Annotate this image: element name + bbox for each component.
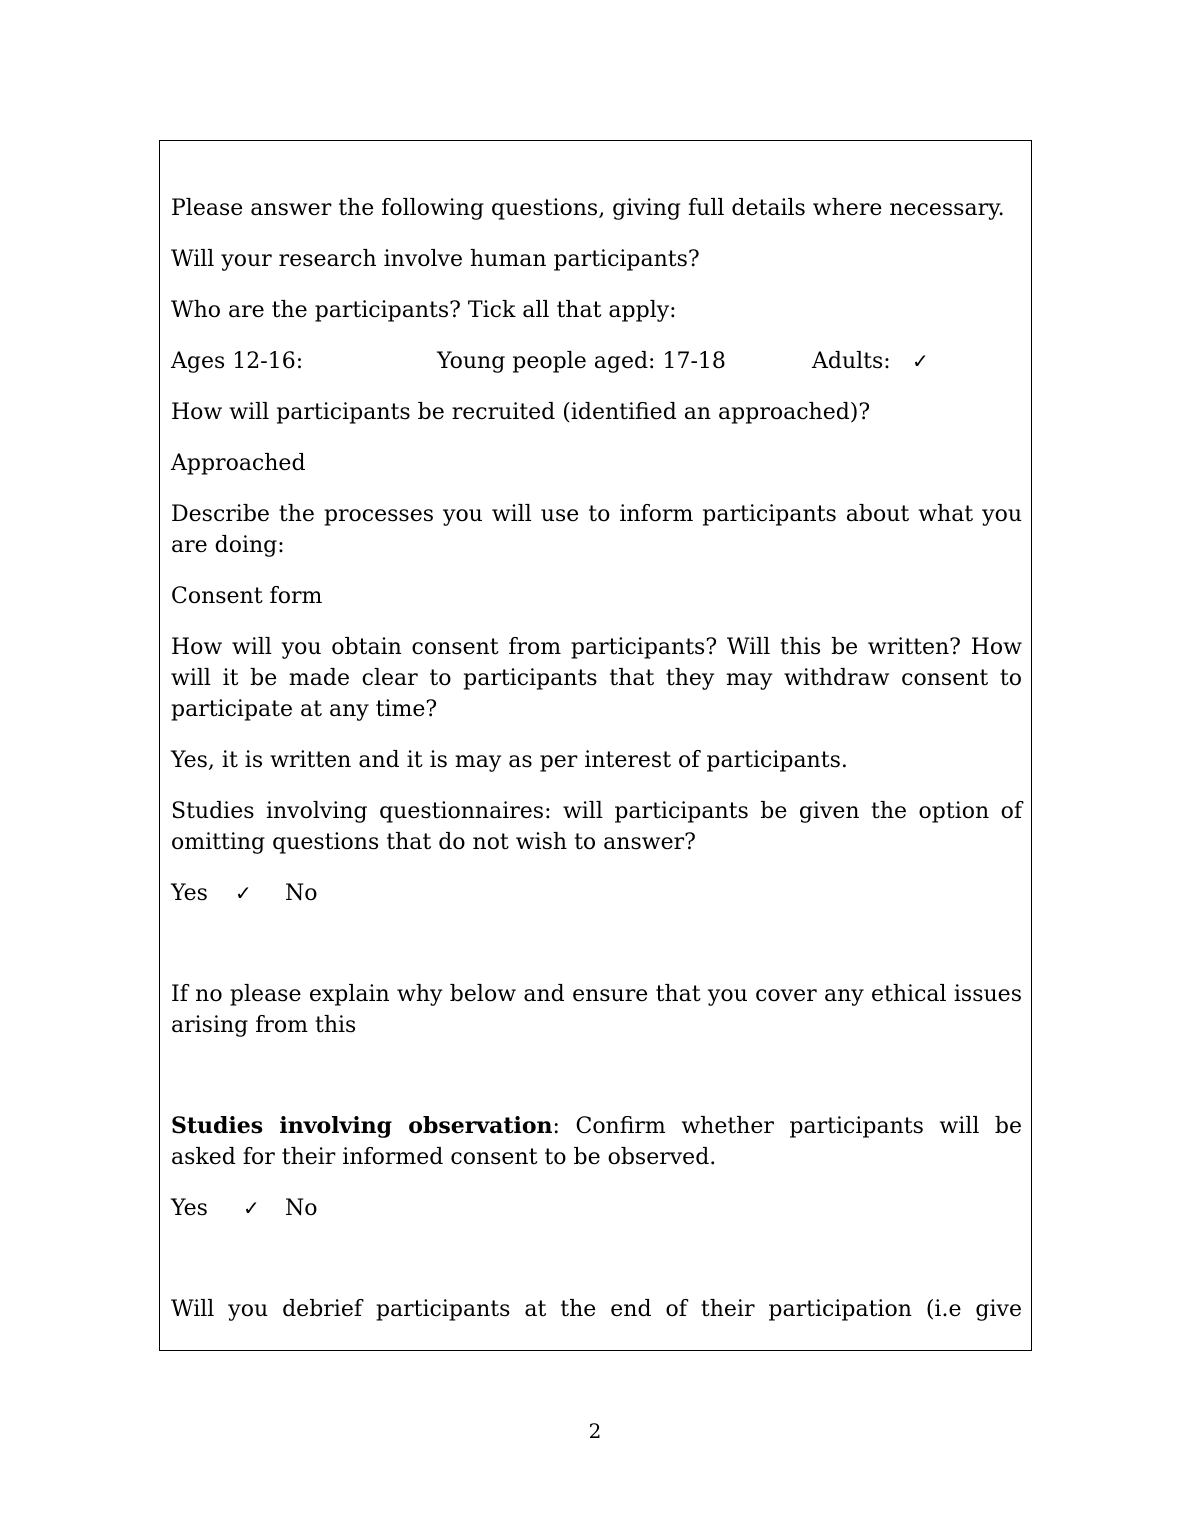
adults-checkmark-icon: ✓ [912, 349, 929, 373]
option-ages-12-16[interactable]: Ages 12-16: [171, 349, 304, 374]
question-debrief-text: Will you debrief participants at the end of their participation (i.e give [171, 1297, 1022, 1322]
question-debrief [171, 1294, 1022, 1325]
option-adults[interactable]: Adults: [812, 349, 891, 374]
answer-inform-process: Consent form [171, 584, 323, 609]
questionnaire-yes-option[interactable]: Yes [171, 881, 208, 906]
answer-recruitment: Approached [171, 451, 306, 476]
page-number: 2 [588, 1419, 602, 1443]
question-human-participants: Will your research involve human participants? [171, 247, 700, 272]
questionnaire-checkmark-icon: ✓ [235, 881, 252, 905]
observation-question-text: : Confirm whether participants will be asked for their informed consent to be observed. [171, 1114, 1022, 1170]
form-box [159, 140, 1032, 1351]
question-inform-process: Describe the processes you will use to inform participants about what you are doing: [171, 502, 1022, 558]
blank-space [171, 929, 1022, 979]
observation-checkmark-icon: ✓ [243, 1196, 260, 1220]
age-options-row [171, 346, 1022, 377]
answer-consent: Yes, it is written and it is may as per interest of participants. [171, 748, 848, 773]
question-consent: How will you obtain consent from participants? Will this be written? How will it be made clear to participants that they may withdraw consent to participate at any time? [171, 635, 1022, 722]
questionnaire-no-option[interactable]: No [285, 881, 318, 906]
question-who-participants: Who are the participants? Tick all that apply: [171, 298, 677, 323]
question-if-no-explain: If no please explain why below and ensure that you cover any ethical issues arising from this [171, 982, 1022, 1038]
form-content [171, 193, 1022, 1345]
question-recruitment: How will participants be recruited (identified an approached)? [171, 400, 871, 425]
observation-no-option[interactable]: No [285, 1196, 318, 1221]
option-young-people-17-18[interactable]: Young people aged: 17-18 [437, 349, 726, 374]
observation-yes-option[interactable]: Yes [171, 1196, 208, 1221]
observation-choice-row [171, 1193, 1022, 1224]
blank-space [171, 1061, 1022, 1111]
questionnaire-choice-row [171, 878, 1022, 909]
question-observation [171, 1111, 1022, 1173]
question-questionnaires: Studies involving questionnaires: will participants be given the option of omitting questions that do not wish to answer? [171, 799, 1022, 855]
intro-text: Please answer the following questions, giving full details where necessary. [171, 196, 1005, 221]
blank-space [171, 1244, 1022, 1294]
observation-heading: Studies involving observation [171, 1113, 553, 1139]
